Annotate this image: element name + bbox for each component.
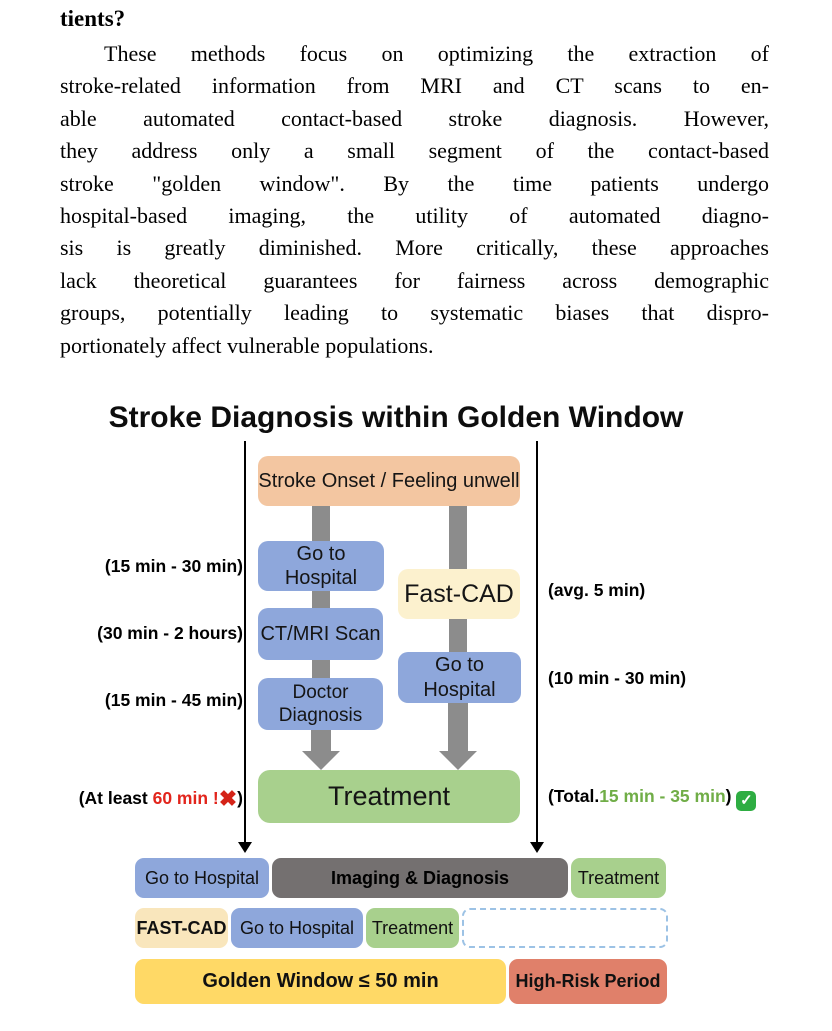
- timeline-bar-golden-window: Golden Window ≤ 50 min: [135, 959, 506, 1004]
- annotation-doctor-duration: (15 min - 45 min): [104, 690, 243, 710]
- connector-onset-to-hospital: [312, 505, 330, 543]
- annotation-total-prefix: (At least: [78, 788, 153, 808]
- time-axis-right: [536, 441, 538, 843]
- flow-box-go-to-hospital-traditional: Go to Hospital: [258, 541, 384, 591]
- check-icon: ✓: [736, 791, 756, 811]
- time-axis-right-arrowhead-icon: [530, 842, 544, 853]
- flow-box-doctor-diagnosis: Doctor Diagnosis: [258, 678, 383, 730]
- annotation-ctmri-duration: (30 min - 2 hours): [97, 623, 243, 643]
- paragraph-line: lack theoretical guarantees for fairness across demographic: [60, 267, 769, 293]
- annotation-total-suffix: ): [237, 788, 243, 808]
- connector-hospital-to-ctmri: [312, 589, 330, 610]
- paragraph-line: These methods focus on optimizing the extraction of: [104, 41, 769, 66]
- annotation-fastcad-total: [548, 786, 756, 811]
- annotation-total-highlight: 15 min - 35 min: [599, 786, 726, 806]
- flow-box-fast-cad: Fast-CAD: [398, 569, 520, 619]
- section-heading: tients?: [60, 6, 126, 31]
- arrow-hospital-to-treatment: [448, 701, 468, 752]
- flow-box-ct-mri-scan: CT/MRI Scan: [258, 608, 383, 660]
- timeline-bar-fast-cad: FAST-CAD: [135, 908, 228, 948]
- time-axis-left-arrowhead-icon: [238, 842, 252, 853]
- timeline-bar-saved-time-slot: [462, 908, 668, 948]
- cross-icon: ✖: [218, 786, 238, 811]
- connector-fastcad-to-hospital: [449, 617, 467, 654]
- timeline-bar-high-risk-period: High-Risk Period: [509, 959, 667, 1004]
- time-axis-left: [244, 441, 246, 843]
- body-paragraph: [60, 38, 769, 362]
- timeline-bar-treatment-traditional: Treatment: [571, 858, 666, 898]
- paragraph-line: hospital-based imaging, the utility of automated diagno-: [60, 202, 769, 228]
- timeline-bar-treatment-fastcad: Treatment: [366, 908, 459, 948]
- paragraph-line: they address only a small segment of the contact-based: [60, 138, 769, 164]
- annotation-total-highlight: 60 min !: [152, 788, 219, 808]
- timeline-bar-go-to-hospital-fastcad: Go to Hospital: [231, 908, 363, 948]
- timeline-bar-imaging-diagnosis: Imaging & Diagnosis: [272, 858, 568, 898]
- annotation-hospital-duration: (15 min - 30 min): [104, 556, 243, 576]
- annotation-fastcad-duration: (avg. 5 min): [548, 580, 646, 600]
- flow-box-go-to-hospital-fastcad: Go to Hospital: [398, 652, 521, 703]
- connector-onset-to-fastcad: [449, 505, 467, 571]
- arrowhead-left-icon: [302, 751, 340, 770]
- paragraph-line: stroke-related information from MRI and CT scans to en-: [60, 73, 769, 99]
- paragraph-line: portionately affect vulnerable populations.: [60, 332, 434, 358]
- annotation-total-prefix: (Total.: [548, 786, 600, 806]
- connector-ctmri-to-doctor: [312, 658, 330, 680]
- paragraph-line: stroke "golden window". By the time patients undergo: [60, 170, 769, 196]
- paragraph-line: groups, potentially leading to systematic biases that dispro-: [60, 300, 769, 326]
- annotation-hospital2-duration: (10 min - 30 min): [548, 668, 687, 688]
- paragraph-line: sis is greatly diminished. More critically, these approaches: [60, 235, 769, 261]
- arrow-doctor-to-treatment: [311, 728, 331, 752]
- timeline-bar-go-to-hospital-traditional: Go to Hospital: [135, 858, 269, 898]
- arrowhead-right-icon: [439, 751, 477, 770]
- flow-box-treatment: Treatment: [258, 770, 520, 823]
- flow-box-stroke-onset: Stroke Onset / Feeling unwell: [258, 456, 520, 506]
- annotation-total-suffix: ): [725, 786, 732, 806]
- figure-title: Stroke Diagnosis within Golden Window: [108, 401, 684, 434]
- annotation-traditional-total: [55, 786, 243, 812]
- paragraph-line: able automated contact-based stroke diagnosis. However,: [60, 105, 769, 131]
